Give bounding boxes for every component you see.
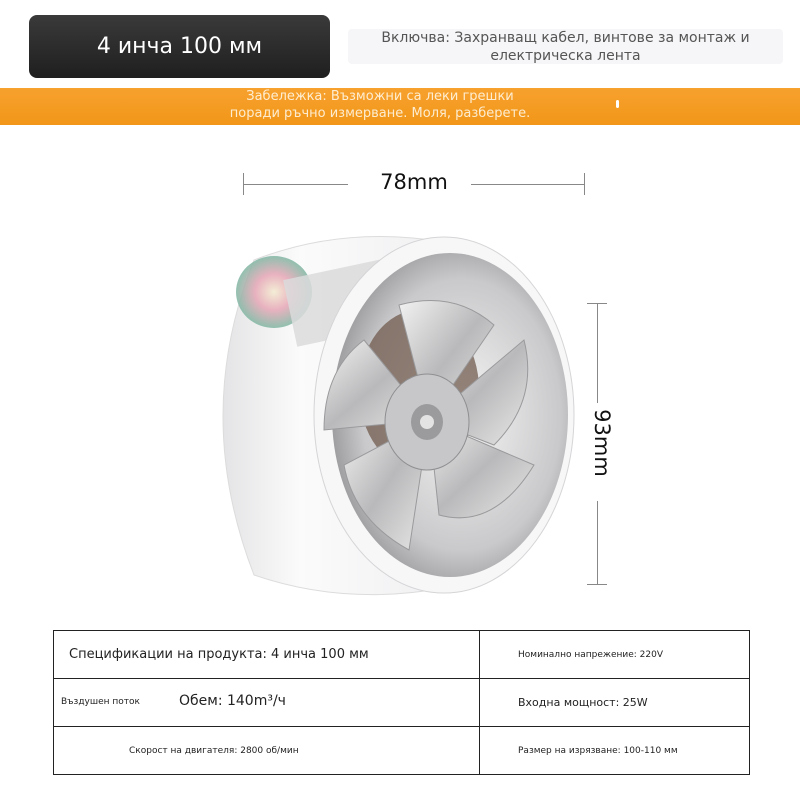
includes-text: Включва: Захранващ кабел, винтове за монтаж и електрическа лента (381, 29, 750, 64)
width-line-right (471, 184, 585, 185)
note-text (210, 88, 550, 122)
height-dimension (590, 303, 614, 585)
spec-airflow (54, 679, 480, 727)
table-row (54, 727, 750, 775)
width-line-left (243, 184, 348, 185)
includes-box (348, 29, 783, 64)
spec-input-power: Входна мощност: 25W (480, 679, 750, 727)
size-title: 4 инча 100 мм (96, 34, 263, 59)
height-tick-bottom (587, 584, 607, 585)
inline-duct-fan-image (194, 230, 584, 600)
spec-product-size: Спецификации на продукта: 4 инча 100 мм (54, 631, 480, 679)
spec-airflow-volume: Обем: 140m³/ч (179, 693, 286, 709)
note-dot (616, 100, 619, 108)
spec-motor-speed: Скорост на двигателя: 2800 об/мин (54, 727, 480, 775)
size-title-badge (29, 15, 330, 78)
spec-airflow-label: Въздушен поток (61, 697, 140, 707)
width-tick-right (584, 173, 585, 195)
width-dimension (243, 170, 585, 194)
note-band (0, 88, 800, 125)
height-label: 93mm (590, 409, 614, 477)
height-line-top (597, 303, 598, 403)
height-line-bottom (597, 501, 598, 585)
width-label: 78mm (380, 170, 448, 194)
spec-table (53, 630, 750, 775)
table-row (54, 679, 750, 727)
note-line-1: Забележка: Възможни са леки грешки (246, 89, 514, 104)
spec-cutout-size: Размер на изрязване: 100-110 мм (480, 727, 750, 775)
table-row (54, 631, 750, 679)
note-line-2: поради ръчно измерване. Моля, разберете. (229, 106, 531, 121)
spec-voltage: Номинално напрежение: 220V (480, 631, 750, 679)
